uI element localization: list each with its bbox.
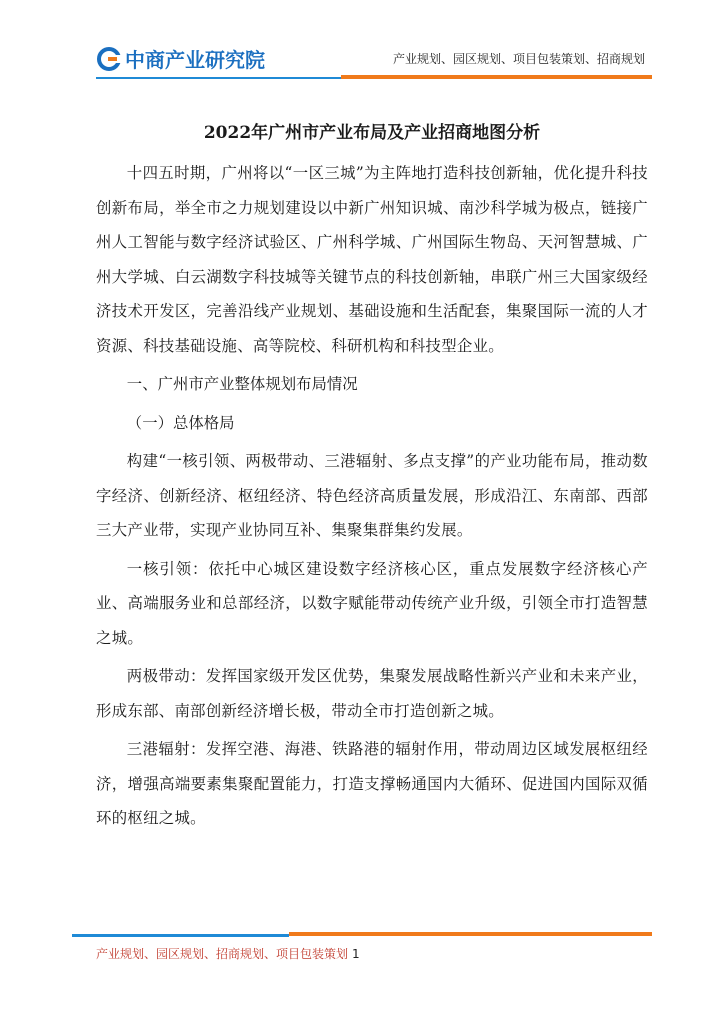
footer-text: 产业规划、园区规划、招商规划、项目包装策划 xyxy=(96,947,349,961)
footer-rule-orange xyxy=(289,932,652,936)
logo xyxy=(96,44,265,73)
core-paragraph: 一核引领：依托中心城区建设数字经济核心区，重点发展数字经济核心产业、高端服务业和总部经济，以数字赋能带动传统产业升级，引领全市打造智慧之城。 xyxy=(96,559,648,647)
poles-paragraph: 两极带动：发挥国家级开发区优势，集聚发展战略性新兴产业和未来产业，形成东部、南部创新经济增长极，带动全市打造创新之城。 xyxy=(96,667,648,720)
intro-paragraph: 十四五时期，广州将以“一区三城”为主阵地打造科技创新轴，优化提升科技创新布局，举全市之力规划建设以中新广州知识城、南沙科学城为极点，链接广州人工智能与数字经济试验区、广州科学城、广州国际生物岛、天河智慧城、广州大学城、白云湖数字科技城等关键节点的科技创新轴，串联广州三大国家级经济技术开发区，完善沿线产业规划、基础设施和生活配套，集聚国际一流的人才资源、科技基础设施、高等院校、科研机构和科技型企业。 xyxy=(96,164,648,355)
ports-paragraph: 三港辐射：发挥空港、海港、铁路港的辐射作用，带动周边区域发展枢纽经济，增强高端要素集聚配置能力，打造支撑畅通国内大循环、促进国内国际双循环的枢纽之城。 xyxy=(96,740,648,827)
subsection-heading: （一）总体格局 xyxy=(126,413,235,432)
document-title: 2022年广州市产业布局及产业招商地图分析 xyxy=(203,123,541,143)
section-heading: 一、广州市产业整体规划布局情况 xyxy=(126,375,358,393)
page-footer xyxy=(96,945,360,962)
company-logo-icon xyxy=(96,46,122,72)
logo-text: 中商产业研究院 xyxy=(125,48,265,72)
header-tagline: 产业规划、园区规划、项目包装策划、招商规划 xyxy=(392,52,645,66)
page-header xyxy=(0,0,724,90)
layout-paragraph: 构建“一核引领、两极带动、三港辐射、多点支撑”的产业功能布局，推动数字经济、创新经济、枢纽经济、特色经济高质量发展，形成沿江、东南部、西部三大产业带，实现产业协同互补、集聚集群集约发展。 xyxy=(96,452,648,539)
document-body xyxy=(96,118,648,836)
page-number: 1 xyxy=(352,947,360,961)
footer-rule-blue xyxy=(72,934,289,937)
header-rule-orange xyxy=(341,75,652,79)
header-rule-blue xyxy=(96,77,341,79)
